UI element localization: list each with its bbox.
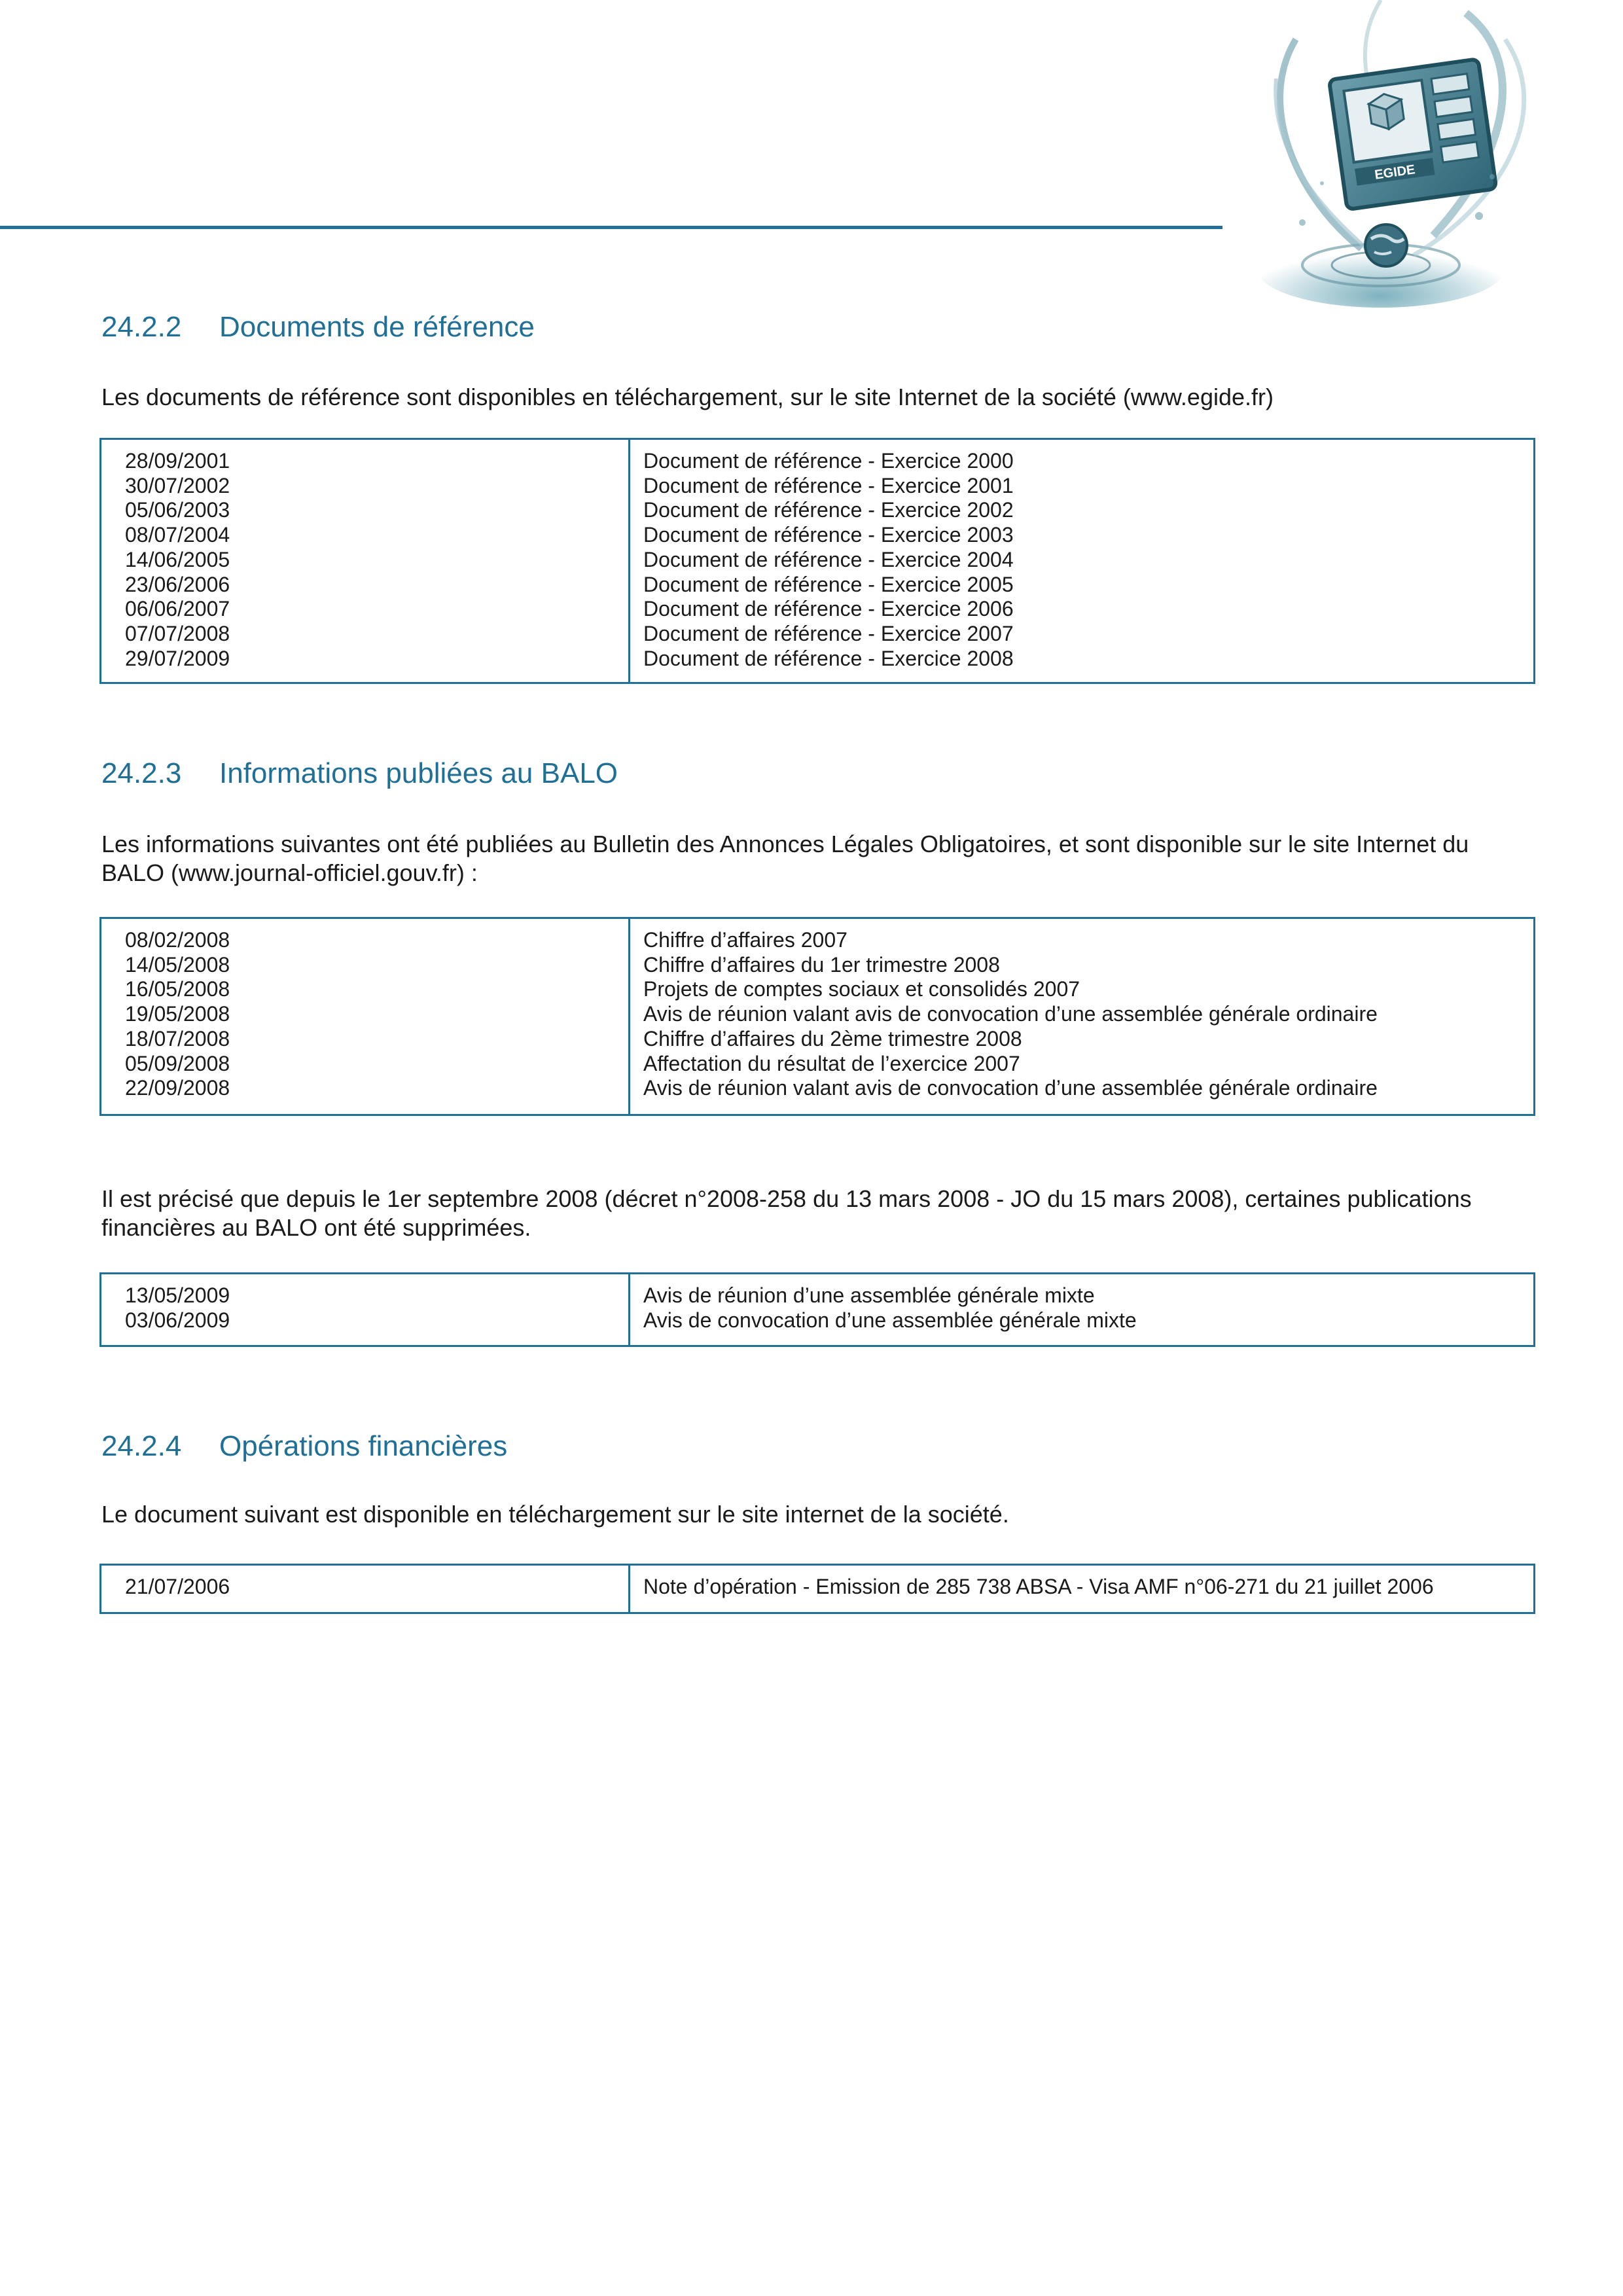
section-number: 24.2.2: [101, 311, 182, 343]
row-date: 21/07/2006: [125, 1575, 230, 1598]
row-date: 13/05/2009: [125, 1283, 230, 1307]
documents-reference-table: [99, 438, 1535, 684]
row-date: 14/05/2008: [125, 952, 230, 977]
row-date: 08/02/2008: [125, 928, 230, 952]
row-date: 22/09/2008: [125, 1076, 230, 1100]
row-description: Document de référence - Exercice 2001: [643, 473, 1014, 497]
balo-publications-table: [99, 917, 1535, 1116]
row-date: 18/07/2008: [125, 1026, 230, 1050]
header-rule: [0, 226, 1222, 229]
date-column: [101, 919, 630, 1114]
row-description: Chiffre d’affaires du 1er trimestre 2008: [643, 952, 1000, 977]
row-description: Chiffre d’affaires du 2ème trimestre 2008: [643, 1026, 1022, 1050]
row-description: Avis de réunion d’une assemblée générale mixte: [643, 1283, 1095, 1307]
row-date: 29/07/2009: [125, 646, 230, 670]
section-number: 24.2.4: [101, 1430, 182, 1462]
section-title-operations-financieres: [101, 1430, 507, 1463]
row-date: 28/09/2001: [125, 449, 230, 473]
operations-financieres-table: [99, 1564, 1535, 1614]
row-description: Document de référence - Exercice 2002: [643, 498, 1014, 522]
row-date: 05/09/2008: [125, 1051, 230, 1075]
row-description: Projets de comptes sociaux et consolidés 2007: [643, 977, 1080, 1001]
section-title-informations-balo: [101, 757, 618, 790]
row-description: Avis de réunion valant avis de convocation d’une assemblée générale ordinaire: [643, 1002, 1378, 1026]
row-description: Chiffre d’affaires 2007: [643, 928, 847, 952]
section-intro: Les documents de référence sont disponibles en téléchargement, sur le site Internet de la société (www.egide.fr): [101, 384, 1274, 410]
row-description: Document de référence - Exercice 2007: [643, 621, 1014, 645]
date-column: [101, 1566, 630, 1612]
row-description: Document de référence - Exercice 2000: [643, 449, 1014, 473]
row-date: 07/07/2008: [125, 621, 230, 645]
row-description: Affectation du résultat de l’exercice 2007: [643, 1051, 1020, 1075]
row-description: Document de référence - Exercice 2008: [643, 646, 1014, 670]
row-date: 06/06/2007: [125, 597, 230, 621]
row-description: Avis de convocation d’une assemblée générale mixte: [643, 1308, 1137, 1332]
row-description: Document de référence - Exercice 2005: [643, 572, 1014, 596]
date-column: [101, 440, 630, 682]
description-column: [630, 919, 1533, 1114]
row-date: 03/06/2009: [125, 1308, 230, 1332]
row-date: 19/05/2008: [125, 1002, 230, 1026]
row-date: 05/06/2003: [125, 498, 230, 522]
section-intro: Le document suivant est disponible en téléchargement sur le site internet de la société.: [101, 1501, 1009, 1528]
row-description: Document de référence - Exercice 2006: [643, 597, 1014, 621]
row-date: 23/06/2006: [125, 572, 230, 596]
balo-note: Il est précisé que depuis le 1er septembre 2008 (décret n°2008-258 du 13 mars 2008 - JO du 15 mars 2008), certaines publications financières au BALO ont été supprimées.: [101, 1185, 1472, 1241]
row-date: 14/06/2005: [125, 547, 230, 571]
date-column: [101, 1274, 630, 1345]
section-number: 24.2.3: [101, 757, 182, 789]
row-date: 08/07/2004: [125, 523, 230, 547]
section-intro: Les informations suivantes ont été publiées au Bulletin des Annonces Légales Obligatoires, et sont disponible sur le site Internet du BALO (www.journal-officiel.gouv.fr) :: [101, 831, 1469, 886]
row-description: Avis de réunion valant avis de convocation d’une assemblée générale ordinaire: [643, 1076, 1378, 1100]
section-heading: Documents de référence: [219, 311, 535, 343]
row-date: 16/05/2008: [125, 977, 230, 1001]
balo-assembly-table: [99, 1272, 1535, 1347]
svg-text:EGIDE: EGIDE: [1374, 162, 1416, 183]
row-description: Note d’opération - Emission de 285 738 ABSA - Visa AMF n°06-271 du 21 juillet 2006: [643, 1575, 1434, 1598]
section-heading: Opérations financières: [219, 1430, 508, 1462]
egide-logo-image: [1217, 0, 1610, 321]
description-column: [630, 1274, 1533, 1345]
row-description: Document de référence - Exercice 2003: [643, 523, 1014, 547]
row-date: 30/07/2002: [125, 473, 230, 497]
section-heading: Informations publiées au BALO: [219, 757, 618, 789]
row-description: Document de référence - Exercice 2004: [643, 547, 1014, 571]
description-column: [630, 440, 1533, 682]
description-column: [630, 1566, 1533, 1612]
section-title-documents-reference: [101, 311, 535, 344]
